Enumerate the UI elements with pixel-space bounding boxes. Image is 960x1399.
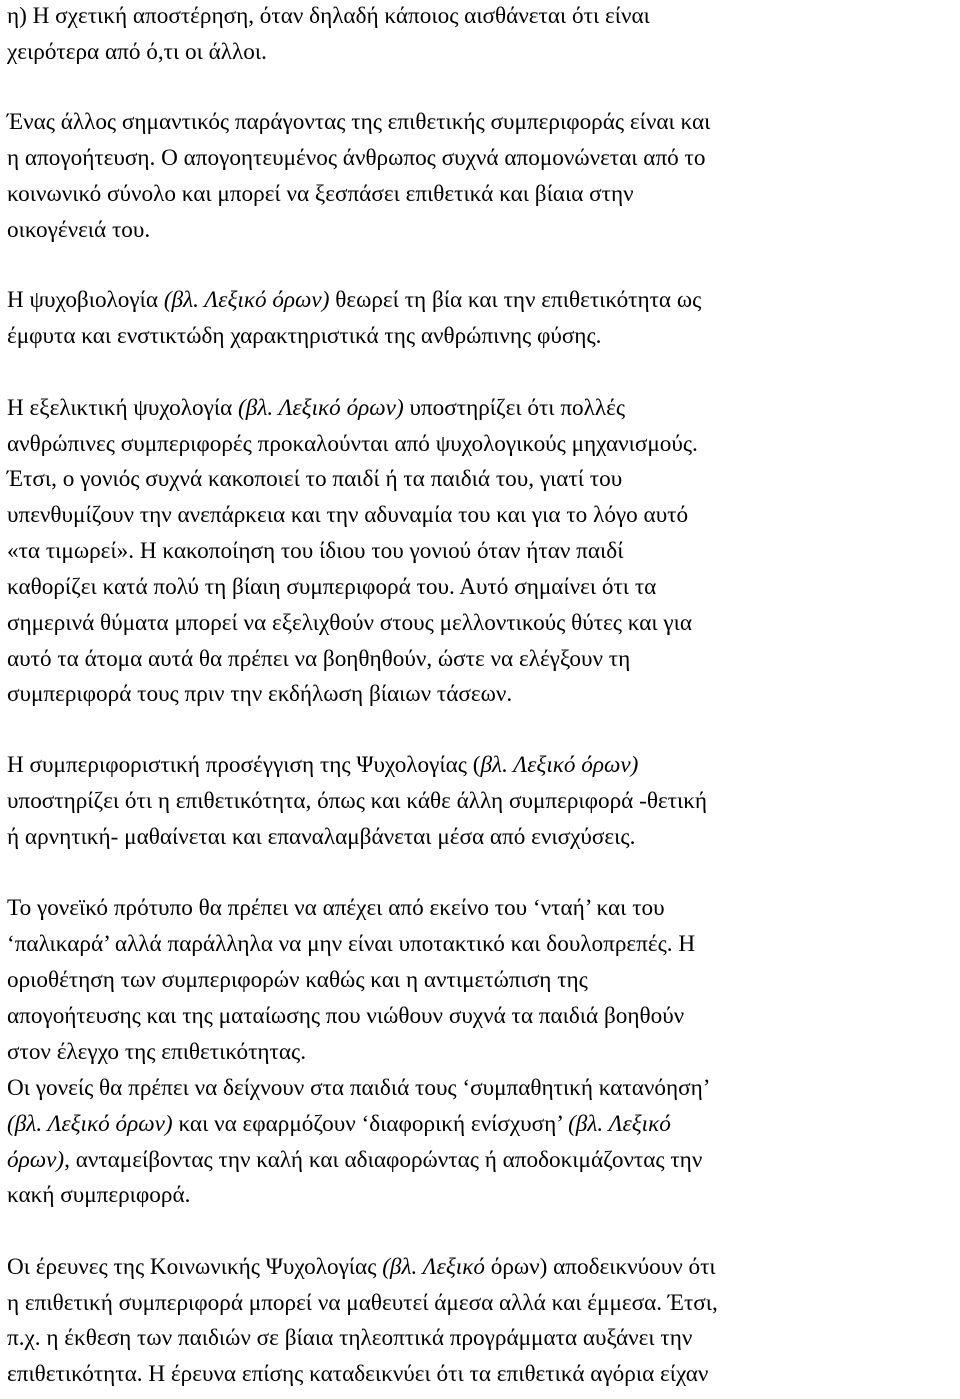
- text-line: [7, 966, 588, 994]
- text-line: [7, 823, 635, 851]
- text-run: αυτό τα άτομα αυτά θα πρέπει να βοηθηθούν, ώστε να ελέγξουν τη: [7, 646, 631, 672]
- glossary-reference: (βλ. Λεξικό όρων): [7, 1111, 173, 1137]
- text-line: [7, 2, 650, 30]
- text-run: Η ψυχοβιολογία: [7, 287, 164, 313]
- glossary-reference: (βλ. Λεξικό: [568, 1111, 671, 1137]
- text-run: χειρότερα από ό,τι οι άλλοι.: [7, 39, 267, 65]
- text-line: [7, 1146, 702, 1174]
- text-line: [7, 216, 150, 244]
- text-line: [7, 1324, 692, 1352]
- text-line: [7, 180, 634, 208]
- text-run: και να εφαρμόζουν ‘διαφορική ενίσχυση’: [172, 1111, 569, 1137]
- text-line: [7, 1074, 710, 1102]
- glossary-reference: (βλ. Λεξικό: [382, 1254, 485, 1280]
- text-run: καθορίζει κατά πολύ τη βίαιη συμπεριφορά του. Αυτό σημαίνει ότι τα: [7, 574, 657, 600]
- text-run: η) Η σχετική αποστέρηση, όταν δηλαδή κάποιος αισθάνεται ότι είναι: [7, 3, 650, 29]
- text-line: [7, 1002, 684, 1030]
- text-run: υποστηρίζει ότι η επιθετικότητα, όπως και κάθε άλλη συμπεριφορά -θετική: [7, 788, 708, 814]
- text-line: [7, 501, 688, 529]
- text-line: [7, 609, 692, 637]
- text-run: κακή συμπεριφορά.: [7, 1182, 191, 1208]
- text-line: [7, 394, 625, 422]
- text-line: [7, 1289, 718, 1317]
- text-run: η επιθετική συμπεριφορά μπορεί να μαθευτεί άμεσα αλλά και έμμεσα. Έτσι,: [7, 1290, 718, 1316]
- text-run: Έτσι, ο γονιός συχνά κακοποιεί το παιδί ή τα παιδιά του, γιατί του: [7, 466, 623, 492]
- text-line: [7, 537, 623, 565]
- text-line: [7, 645, 630, 673]
- text-run: επιθετικότητα. Η έρευνα επίσης καταδεικνύει ότι τα επιθετικά αγόρια είχαν: [7, 1361, 709, 1387]
- text-line: [7, 38, 267, 66]
- text-run: κοινωνικό σύνολο και μπορεί να ξεσπάσει επιθετικά και βίαια στην: [7, 181, 634, 207]
- text-run: συμπεριφορά τους πριν την εκδήλωση βίαιων τάσεων.: [7, 681, 513, 707]
- text-line: [7, 1181, 190, 1209]
- text-run: υποστηρίζει ότι πολλές: [403, 395, 626, 421]
- text-line: [7, 108, 710, 136]
- text-line: [7, 573, 656, 601]
- text-line: [7, 430, 698, 458]
- text-line: [7, 465, 622, 493]
- text-line: [7, 787, 707, 815]
- glossary-reference: όρων),: [7, 1147, 70, 1173]
- text-run: σημερινά θύματα μπορεί να εξελιχθούν στους μελλοντικούς θύτες και για: [7, 610, 693, 636]
- text-line: [7, 894, 665, 922]
- text-line: [7, 1253, 716, 1281]
- text-run: στον έλεγχο της επιθετικότητας.: [7, 1039, 306, 1065]
- text-run: θεωρεί τη βία και την επιθετικότητα ως: [329, 287, 702, 313]
- text-line: [7, 930, 695, 958]
- text-run: Η εξελικτική ψυχολογία: [7, 395, 239, 421]
- text-run: η απογοήτευση. Ο απογοητευμένος άνθρωπος συχνά απομονώνεται από το: [7, 145, 706, 171]
- text-run: «τα τιμωρεί». Η κακοποίηση του ίδιου του γονιού όταν ήταν παιδί: [7, 538, 624, 564]
- glossary-reference: βλ. Λεξικό όρων): [480, 752, 639, 778]
- text-run: Οι γονείς θα πρέπει να δείχνουν στα παιδιά τους ‘συμπαθητική κατανόηση’: [7, 1075, 711, 1101]
- text-run: ‘παλικαρά’ αλλά παράλληλα να μην είναι υποτακτικό και δουλοπρεπές. Η: [7, 931, 696, 957]
- text-run: έμφυτα και ενστικτώδη χαρακτηριστικά της ανθρώπινης φύσης.: [7, 323, 602, 349]
- text-run: οριοθέτηση των συμπεριφορών καθώς και η αντιμετώπιση της: [7, 967, 588, 993]
- text-run: απογοήτευσης και της ματαίωσης που νιώθουν συχνά τα παιδιά βοηθούν: [7, 1003, 685, 1029]
- text-run: ανταμείβοντας την καλή και αδιαφορώντας ή αποδοκιμάζοντας την: [69, 1147, 703, 1173]
- text-run: ή αρνητική- μαθαίνεται και επαναλαμβάνεται μέσα από ενισχύσεις.: [7, 824, 636, 850]
- text-line: [7, 144, 705, 172]
- text-run: όρων) αποδεικνύουν ότι: [484, 1254, 716, 1280]
- text-run: Οι έρευνες της Κοινωνικής Ψυχολογίας: [7, 1254, 383, 1280]
- text-run: ανθρώπινες συμπεριφορές προκαλούνται από ψυχολογικούς μηχανισμούς.: [7, 431, 698, 457]
- text-run: π.χ. η έκθεση των παιδιών σε βίαια τηλεοπτικά προγράμματα αυξάνει την: [7, 1325, 693, 1351]
- text-line: [7, 1110, 671, 1138]
- text-line: [7, 286, 701, 314]
- glossary-reference: (βλ. Λεξικό όρων): [163, 287, 330, 313]
- text-line: [7, 1038, 306, 1066]
- text-run: Το γονεϊκό πρότυπο θα πρέπει να απέχει από εκείνο του ‘νταή’ και του: [7, 895, 665, 921]
- text-run: Η συμπεριφοριστική προσέγγιση της Ψυχολογίας (: [7, 752, 481, 778]
- text-run: Ένας άλλος σημαντικός παράγοντας της επιθετικής συμπεριφοράς είναι και: [7, 109, 711, 135]
- text-line: [7, 322, 601, 350]
- text-line: [7, 1360, 708, 1388]
- text-run: υπενθυμίζουν την ανεπάρκεια και την αδυναμία του και για το λόγο αυτό: [7, 502, 689, 528]
- text-line: [7, 751, 638, 779]
- text-run: οικογένειά του.: [7, 217, 151, 243]
- text-line: [7, 680, 512, 708]
- glossary-reference: (βλ. Λεξικό όρων): [238, 395, 404, 421]
